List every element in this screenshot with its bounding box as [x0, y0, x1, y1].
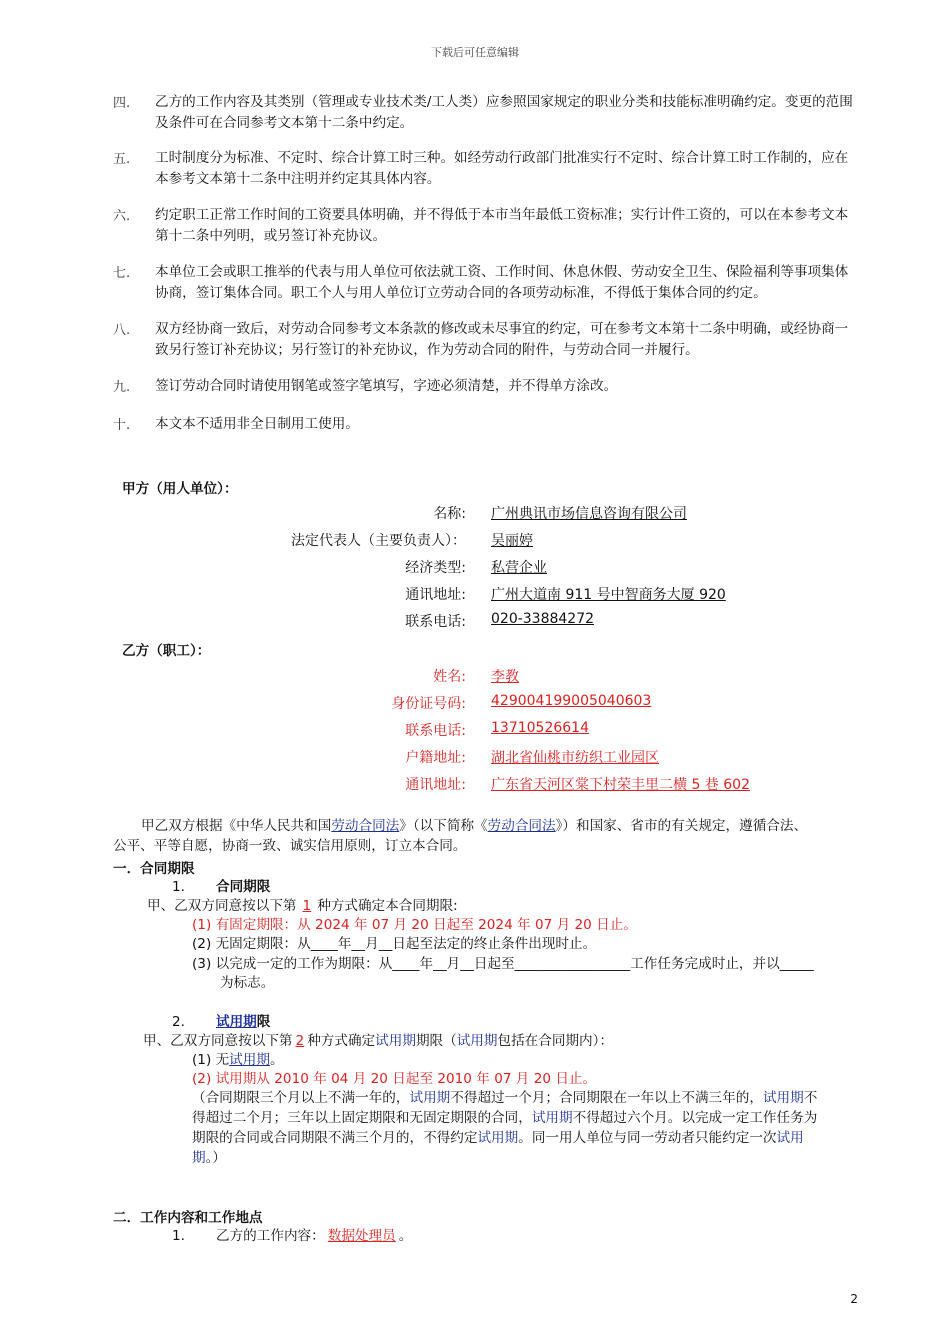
probation-note	[192, 1088, 862, 1168]
term-agree-text: 甲、乙双方同意按以下第	[147, 898, 297, 914]
note-text: 不得超过一个月；合同期限在一年以上不满三年的，	[450, 1090, 763, 1106]
note-text: 得超过二个月；三年以上固定期限和无固定期限的合同，	[192, 1110, 532, 1126]
intro-text-1: 甲乙双方根据《中华人民共和国	[141, 818, 332, 834]
party-a-name-value: 广州典讯市场信息咨询有限公司	[491, 506, 687, 522]
party-b-hukou-value: 湖北省仙桃市纺织工业园区	[491, 750, 659, 766]
intro-text-3: 》）和国家、省市的有关规定，遵循合法、	[555, 818, 808, 834]
page-number: 2	[850, 1292, 858, 1306]
term-option-1: (1) 有固定期限：从 2024 年 07 月 20 日起至 2024 年 07 月 20 日止。	[192, 917, 637, 933]
sub-title: 合同期限	[216, 879, 271, 895]
note-text: 本文本不适用非全日制用工使用。	[155, 416, 359, 432]
probation-choice: 2	[295, 1033, 305, 1049]
section-2-title: 二．工作内容和工作地点	[113, 1210, 263, 1226]
section-1-sub2	[172, 1012, 270, 1032]
note-number: 八.	[113, 323, 131, 338]
party-a-address-label: 通讯地址:	[405, 587, 466, 603]
note-number: 七.	[113, 266, 131, 281]
note-text: 工时制度分为标准、不定时、综合计算工时三种。如经劳动行政部门批准实行不定时、综合计算工时工作制的，应在本参考文本第十二条中注明并约定其具体内容。	[155, 150, 849, 187]
work-content-end: 。	[398, 1228, 413, 1244]
note-text: 双方经协商一致后，对劳动合同参考文本条款的修改或未尽事宜的约定，可在参考文本第十二条中明确，或经协商一致另行签订补充协议；另行签订的补充协议，作为劳动合同的附件，与劳动合同一并履行。	[155, 321, 849, 358]
note-number: 九.	[113, 380, 131, 395]
work-content-line	[172, 1226, 412, 1246]
note-number: 五.	[113, 152, 131, 167]
party-b-id-label: 身份证号码:	[391, 696, 466, 712]
term-option-3: (3) 以完成一定的工作为期限：从____年__月__日起至_________________工作任务完成时止，并以_____	[192, 956, 814, 972]
note-text: 约定职工正常工作时间的工资要具体明确，并不得低于本市当年最低工资标准；实行计件工资的，可以在本参考文本第十二条中列明，或另签订补充协议。	[155, 207, 849, 244]
party-b-name-value: 李教	[491, 669, 519, 685]
note-item-7	[113, 262, 853, 304]
note-text: 不	[803, 1090, 818, 1106]
term-option-2: (2) 无固定期限：从____年__月__日起至法定的终止条件出现时止。	[192, 936, 597, 952]
probation-option-1	[192, 1050, 284, 1070]
note-item-5	[113, 148, 853, 190]
probation-term: 试用期	[409, 1090, 451, 1106]
probation-option-2: (2) 试用期从 2010 年 04 月 20 日起至 2010 年 07 月 20 日止。	[192, 1071, 597, 1087]
note-item-10	[113, 414, 853, 435]
party-a-rep-label: 法定代表人（主要负责人）：	[291, 533, 466, 549]
note-number: 十.	[113, 418, 131, 433]
term-option-3-end: 为标志。	[220, 975, 275, 991]
party-b-name-label: 姓名:	[433, 669, 466, 685]
party-b-phone-value: 13710526614	[491, 720, 589, 736]
section-1-title: 一．合同期限	[113, 861, 195, 877]
law-link-2[interactable]: 劳动合同法	[487, 818, 556, 834]
probation-agreement	[143, 1031, 613, 1051]
note-number: 四.	[113, 96, 131, 111]
probation-agree-text: 甲、乙双方同意按以下第	[143, 1033, 293, 1049]
party-b-title: 乙方（职工）：	[122, 643, 211, 659]
probation-agree-text-3: 期限（	[415, 1033, 457, 1049]
probation-option-1-text: (1) 无	[192, 1052, 230, 1068]
note-text: 签订劳动合同时请使用钢笔或签字笔填写，字迹必须清楚，并不得单方涂改。	[155, 378, 618, 394]
intro-paragraph	[113, 816, 863, 856]
sub-number: 1．	[172, 879, 195, 895]
party-a-type-label: 经济类型:	[405, 560, 466, 576]
note-item-8	[113, 319, 853, 361]
party-b-id-value: 429004199005040603	[491, 693, 652, 709]
probation-term: 试用期	[762, 1090, 804, 1106]
party-a-phone-value: 020-33884272	[491, 611, 595, 627]
note-text: 。同一用人单位与同一劳动者只能约定一次	[518, 1130, 777, 1146]
probation-term: 试用期	[229, 1052, 270, 1068]
party-a-address-value: 广州大道南 911 号中智商务大厦 920	[491, 587, 726, 603]
note-item-4	[113, 92, 853, 134]
sub-title-suffix: 限	[256, 1014, 271, 1030]
intro-line-2: 公平、平等自愿，协商一致、诚实信用原则，订立本合同。	[113, 838, 467, 854]
party-a-type-value: 私营企业	[491, 560, 547, 576]
party-a-phone-label: 联系电话:	[405, 614, 466, 630]
note-number: 六.	[113, 209, 131, 224]
sub-number: 1．	[172, 1228, 195, 1244]
party-b-phone-label: 联系电话:	[405, 723, 466, 739]
note-item-9	[113, 376, 853, 397]
probation-term-title: 试用期	[216, 1014, 257, 1030]
note-text: 乙方的工作内容及其类别（管理或专业技术类/工人类）应参照国家规定的职业分类和技能标准明确约定。变更的范围及条件可在合同参考文本第十二条中约定。	[155, 94, 853, 131]
page-header: 下载后可任意编辑	[431, 46, 519, 59]
probation-agree-text-4: 包括在合同期内）：	[497, 1033, 614, 1049]
note-text: 。）	[205, 1150, 226, 1166]
intro-text-2: 》（以下简称《	[399, 818, 488, 834]
party-a-rep-value: 吴丽婷	[491, 533, 533, 549]
work-content-value: 数据处理员	[327, 1228, 396, 1244]
note-text: （合同期限三个月以上不满一年的，	[192, 1090, 410, 1106]
party-a-title: 甲方（用人单位）：	[122, 481, 238, 497]
probation-term: 试用期	[375, 1033, 416, 1049]
probation-term: 期	[192, 1150, 206, 1166]
term-agreement	[147, 896, 458, 916]
note-item-6	[113, 205, 853, 247]
note-text: 本单位工会或职工推举的代表与用人单位可依法就工资、工作时间、休息休假、劳动安全卫生、保险福利等事项集体协商，签订集体合同。职工个人与用人单位订立劳动合同的各项劳动标准，不得低于集体合同的约定。	[155, 264, 849, 301]
probation-term: 试用期	[477, 1130, 519, 1146]
party-b-hukou-label: 户籍地址:	[405, 750, 466, 766]
term-choice: 1	[302, 898, 312, 914]
probation-term: 试用期	[456, 1033, 498, 1049]
note-text: 不得超过六个月。以完成一定工作任务为	[572, 1110, 818, 1126]
probation-term: 试用	[776, 1130, 804, 1146]
probation-option-1-end: 。	[269, 1052, 284, 1068]
term-agree-text-2: 种方式确定本合同期限:	[317, 898, 458, 914]
note-text: 期限的合同或合同期限不满三个月的，不得约定	[192, 1130, 478, 1146]
probation-term: 试用期	[531, 1110, 573, 1126]
probation-agree-text-2: 种方式确定	[307, 1033, 376, 1049]
sub-number: 2．	[172, 1014, 195, 1030]
section-1-sub1	[172, 877, 270, 897]
party-b-address-label: 通讯地址:	[405, 777, 466, 793]
work-content-label: 乙方的工作内容：	[216, 1228, 325, 1244]
party-b-address-value: 广东省天河区棠下村荣丰里二横 5 巷 602	[491, 777, 750, 793]
party-a-name-label: 名称:	[433, 506, 466, 522]
law-link-1[interactable]: 劳动合同法	[331, 818, 400, 834]
